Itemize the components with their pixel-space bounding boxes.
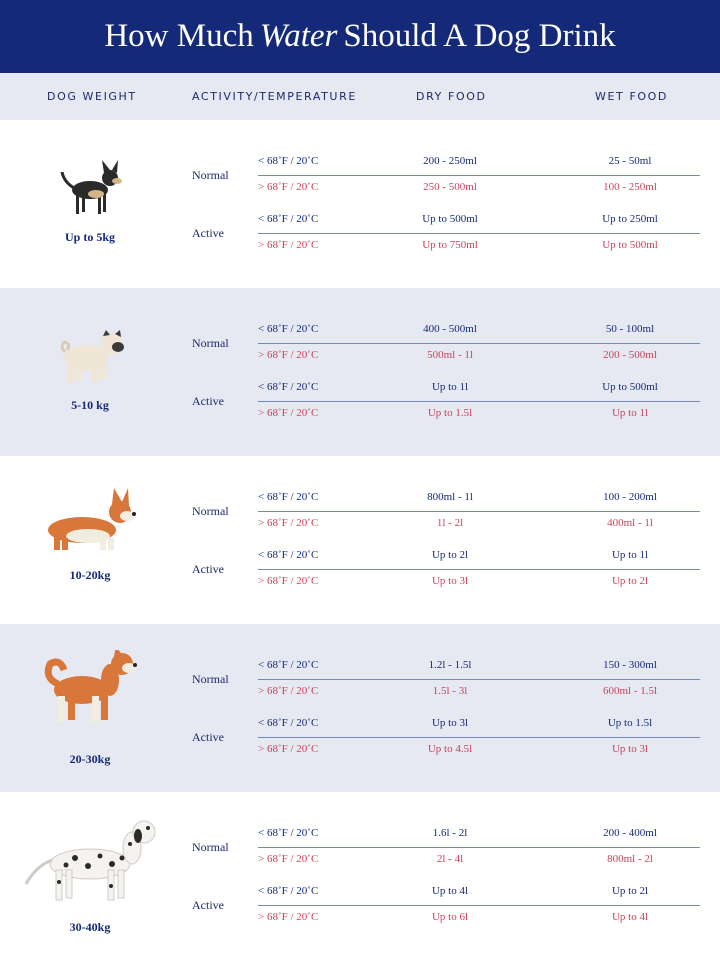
activity-normal: Normal: [192, 672, 229, 686]
temp-cool: < 68˚F / 20˚C: [258, 659, 319, 671]
activity-normal: Normal: [192, 336, 229, 350]
wet-value: Up to 2l: [611, 885, 649, 897]
temp-cool: < 68˚F / 20˚C: [258, 323, 319, 335]
weight-label: 30-40kg: [69, 920, 111, 934]
dry-value: Up to 3l: [431, 717, 469, 729]
row-divider: [258, 679, 700, 680]
section-up-to-5kg: [0, 120, 720, 288]
title-pre: How Much: [104, 18, 254, 54]
temp-warm: > 68˚F / 20˚C: [258, 853, 319, 865]
dry-value: 1.5l - 3l: [432, 685, 468, 697]
activity-normal: Normal: [192, 504, 229, 518]
activity-active: Active: [192, 562, 224, 576]
dry-value: 2l - 4l: [436, 853, 464, 865]
row-divider: [258, 569, 700, 570]
dry-value: 1.2l - 1.5l: [428, 659, 472, 671]
temp-cool: < 68˚F / 20˚C: [258, 491, 319, 503]
dry-value: Up to 1l: [431, 381, 469, 393]
weight-label: Up to 5kg: [64, 230, 115, 244]
section-5-10kg: [0, 288, 720, 456]
temp-cool: < 68˚F / 20˚C: [258, 213, 319, 225]
dry-value: 500ml - 1l: [427, 349, 473, 361]
dry-value: 1l - 2l: [436, 517, 464, 529]
temp-warm: > 68˚F / 20˚C: [258, 239, 319, 251]
column-header-row: [0, 73, 720, 120]
section-10-20kg: [0, 456, 720, 624]
temp-cool: < 68˚F / 20˚C: [258, 827, 319, 839]
row-divider: [258, 343, 700, 344]
wet-value: 25 - 50ml: [608, 155, 652, 167]
dry-value: Up to 3l: [431, 575, 469, 587]
row-divider: [258, 737, 700, 738]
page-title: [0, 0, 720, 73]
temp-warm: > 68˚F / 20˚C: [258, 517, 319, 529]
col-dry-food: DRY FOOD: [416, 90, 487, 103]
temp-cool: < 68˚F / 20˚C: [258, 885, 319, 897]
wet-value: 200 - 500ml: [603, 349, 657, 361]
dry-value: Up to 1.5l: [427, 407, 473, 419]
temp-warm: > 68˚F / 20˚C: [258, 575, 319, 587]
activity-normal: Normal: [192, 840, 229, 854]
wet-value: Up to 4l: [611, 911, 649, 923]
wet-value: 100 - 200ml: [603, 491, 657, 503]
row-divider: [258, 905, 700, 906]
dry-value: 200 - 250ml: [423, 155, 477, 167]
wet-value: Up to 500ml: [602, 381, 658, 393]
dry-value: 250 - 500ml: [423, 181, 477, 193]
wet-value: 600ml - 1.5l: [602, 685, 658, 697]
weight-label: 10-20kg: [69, 568, 111, 582]
weight-label: 20-30kg: [69, 752, 111, 766]
wet-value: 800ml - 2l: [607, 853, 653, 865]
activity-active: Active: [192, 730, 224, 744]
wet-value: Up to 2l: [611, 575, 649, 587]
wet-value: Up to 500ml: [602, 239, 658, 251]
temp-warm: > 68˚F / 20˚C: [258, 685, 319, 697]
dalmatian-icon: [20, 818, 170, 908]
row-divider: [258, 847, 700, 848]
title-italic: Water: [259, 18, 338, 54]
temp-warm: > 68˚F / 20˚C: [258, 181, 319, 193]
temp-cool: < 68˚F / 20˚C: [258, 549, 319, 561]
dry-value: 800ml - 1l: [427, 491, 473, 503]
wet-value: 200 - 400ml: [603, 827, 657, 839]
section-20-30kg: [0, 624, 720, 792]
row-divider: [258, 511, 700, 512]
wet-value: 150 - 300ml: [603, 659, 657, 671]
dry-value: Up to 500ml: [422, 213, 478, 225]
dry-value: Up to 750ml: [422, 239, 478, 251]
dry-value: Up to 4l: [431, 885, 469, 897]
section-30-40kg: [0, 792, 720, 960]
wet-value: Up to 1l: [611, 407, 649, 419]
title-post: Should A Dog Drink: [343, 18, 616, 54]
col-activity-temperature: ACTIVITY/TEMPERATURE: [192, 90, 357, 103]
temp-warm: > 68˚F / 20˚C: [258, 349, 319, 361]
akita-icon: [30, 650, 150, 740]
temp-cool: < 68˚F / 20˚C: [258, 381, 319, 393]
wet-value: Up to 3l: [611, 743, 649, 755]
temp-warm: > 68˚F / 20˚C: [258, 743, 319, 755]
activity-normal: Normal: [192, 168, 229, 182]
dry-value: 400 - 500ml: [423, 323, 477, 335]
wet-value: Up to 1.5l: [607, 717, 653, 729]
col-wet-food: WET FOOD: [595, 90, 668, 103]
wet-value: Up to 1l: [611, 549, 649, 561]
wet-value: 50 - 100ml: [605, 323, 655, 335]
weight-label: 5-10 kg: [71, 398, 109, 412]
col-dog-weight: DOG WEIGHT: [47, 90, 137, 103]
corgi-icon: [30, 488, 150, 578]
activity-active: Active: [192, 898, 224, 912]
dry-value: Up to 2l: [431, 549, 469, 561]
row-divider: [258, 175, 700, 176]
dry-value: Up to 6l: [431, 911, 469, 923]
row-divider: [258, 233, 700, 234]
temp-cool: < 68˚F / 20˚C: [258, 717, 319, 729]
wet-value: Up to 250ml: [602, 213, 658, 225]
wet-value: 400ml - 1l: [607, 517, 653, 529]
temp-cool: < 68˚F / 20˚C: [258, 155, 319, 167]
row-divider: [258, 401, 700, 402]
activity-active: Active: [192, 226, 224, 240]
temp-warm: > 68˚F / 20˚C: [258, 911, 319, 923]
temp-warm: > 68˚F / 20˚C: [258, 407, 319, 419]
wet-value: 100 - 250ml: [603, 181, 657, 193]
dry-value: 1.6l - 2l: [432, 827, 468, 839]
activity-active: Active: [192, 394, 224, 408]
dry-value: Up to 4.5l: [427, 743, 473, 755]
